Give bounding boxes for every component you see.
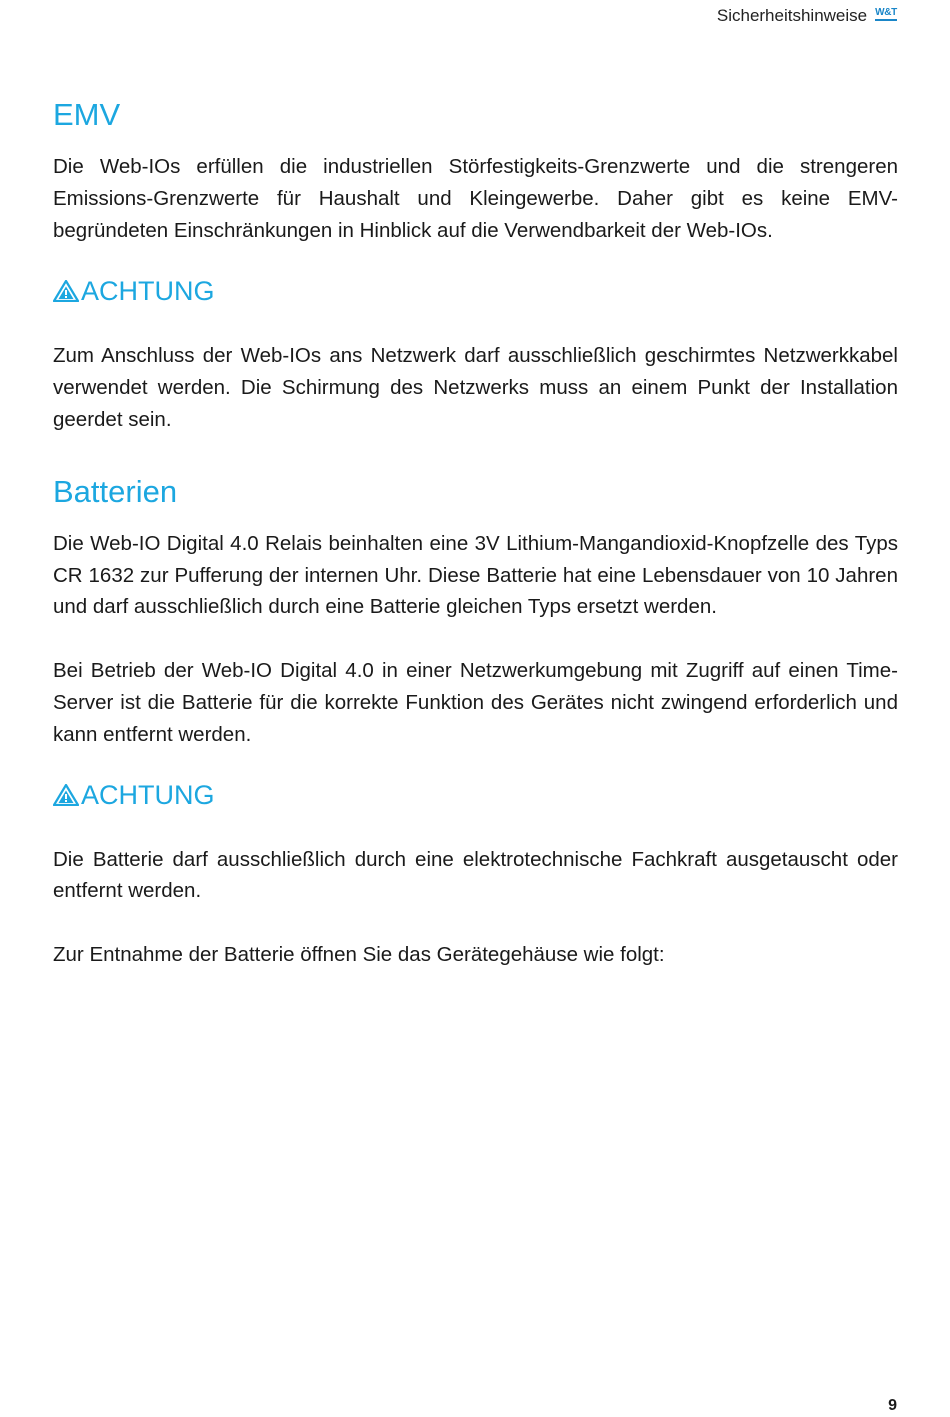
- batterien-warning-label: ACHTUNG: [81, 779, 215, 810]
- wt-logo: W&T: [875, 7, 897, 21]
- batterien-heading: Batterien: [53, 473, 178, 509]
- emv-heading: EMV: [53, 97, 121, 132]
- batterien-warning-text: Die Batterie darf ausschließlich durch eine elektrotechnische Fachkraft ausgetauscht oder entfernt werden.: [53, 847, 898, 903]
- emv-paragraph: Die Web-IOs erfüllen die industriellen Störfestigkeits-Grenzwerte und die strengeren Emissions-Grenzwerte für Haushalt und Kleingewerbe. Daher gibt es keine EMV-begründeten Einschränkungen in Hinblick auf die Verwendbarkeit der Web-IOs.: [53, 155, 898, 242]
- emv-warning-heading: [53, 274, 898, 308]
- page-content: [53, 93, 898, 971]
- batterien-paragraph-1: Die Web-IO Digital 4.0 Relais beinhalten eine 3V Lithium-Mangandioxid-Knopfzelle des Typs CR 1632 zur Pufferung der internen Uhr. Diese Batterie hat eine Lebensdauer von 10 Jahren und darf ausschließlich durch eine Batterie gleichen Typs ersetzt werden.: [53, 531, 898, 619]
- warning-triangle-icon: [53, 784, 79, 806]
- page-header: [717, 5, 897, 27]
- batterien-warning-heading: [53, 778, 898, 812]
- batterien-paragraph-3: Zur Entnahme der Batterie öffnen Sie das Gerätegehäuse wie folgt:: [53, 943, 665, 967]
- emv-warning-text: Zum Anschluss der Web-IOs ans Netzwerk darf ausschließlich geschirmtes Netzwerkkabel verwendet werden. Die Schirmung des Netzwerks muss an einem Punkt der Installation geerdet sein.: [53, 344, 898, 431]
- header-title: Sicherheitshinweise: [716, 6, 868, 25]
- batterien-paragraph-2: Bei Betrieb der Web-IO Digital 4.0 in einer Netzwerkumgebung mit Zugriff auf einen Time-Server ist die Batterie für die korrekte Funktion des Gerätes nicht zwingend erforderlich und kann entfernt werden.: [53, 659, 898, 746]
- emv-warning-label: ACHTUNG: [81, 276, 215, 307]
- page-number: 9: [888, 1397, 897, 1414]
- warning-triangle-icon: [53, 280, 79, 302]
